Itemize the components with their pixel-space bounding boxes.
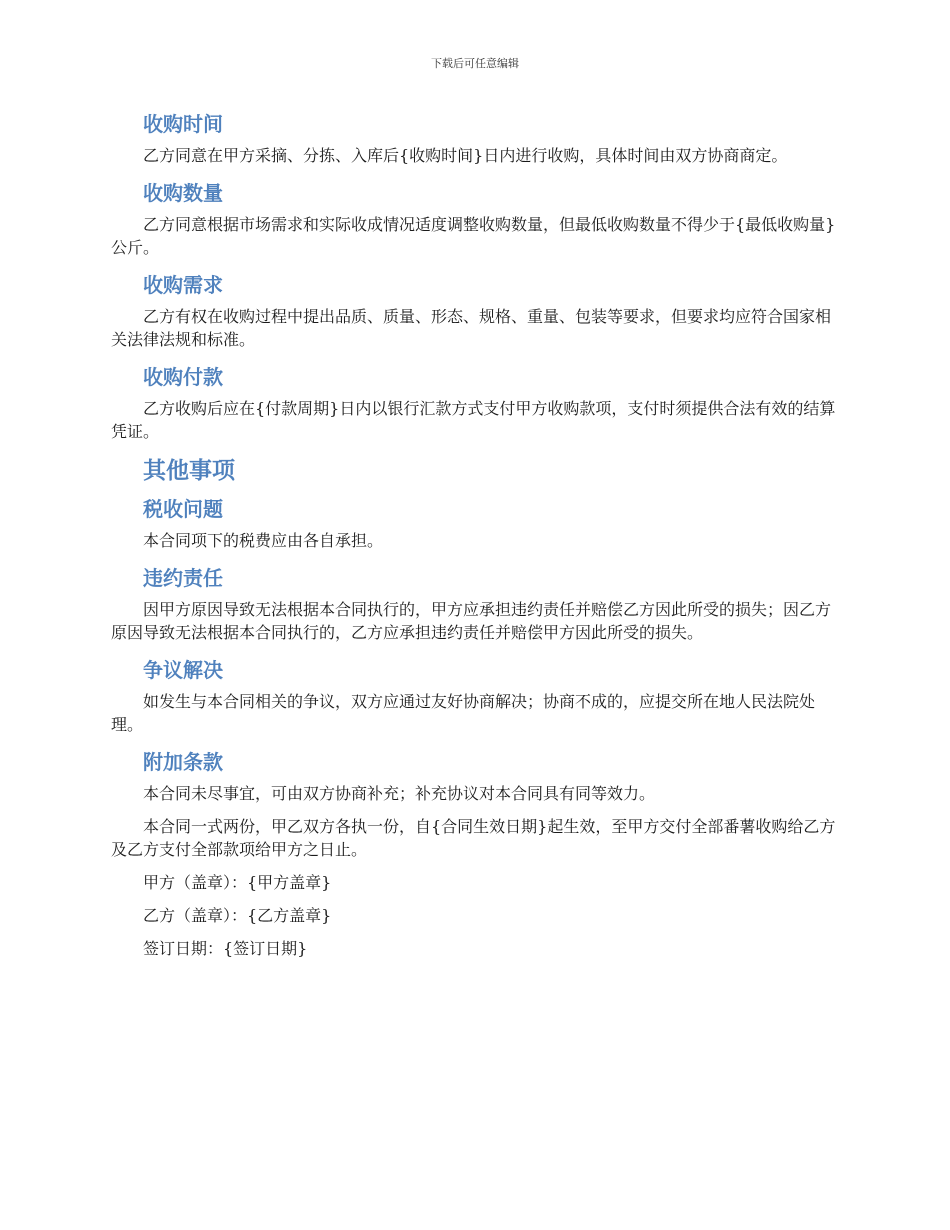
section-heading: 附加条款 (143, 750, 223, 774)
document-body (111, 108, 843, 970)
paragraph: 本合同未尽事宜，可由双方协商补充；补充协议对本合同具有同等效力。 (143, 784, 656, 803)
signature-party-a: 甲方（盖章）：{甲方盖章} (143, 873, 332, 892)
section-heading: 收购时间 (143, 112, 223, 136)
section-heading: 争议解决 (143, 658, 223, 682)
paragraph: 乙方收购后应在{付款周期}日内以银行汇款方式支付甲方收购款项，支付时须提供合法有效的结算凭证。 (111, 399, 836, 441)
section-heading: 收购需求 (143, 273, 223, 297)
paragraph: 因甲方原因导致无法根据本合同执行的，甲方应承担违约责任并赔偿乙方因此所受的损失；因乙方原因导致无法根据本合同执行的，乙方应承担违约责任并赔偿甲方因此所受的损失。 (111, 600, 832, 642)
signature-party-b: 乙方（盖章）：{乙方盖章} (143, 906, 332, 925)
paragraph: 本合同一式两份，甲乙双方各执一份，自{合同生效日期}起生效，至甲方交付全部番薯收购给乙方及乙方支付全部款项给甲方之日止。 (111, 817, 836, 859)
header-note: 下载后可任意编辑 (431, 57, 519, 70)
major-heading: 其他事项 (143, 458, 235, 484)
section-heading: 违约责任 (143, 566, 223, 590)
paragraph: 乙方同意根据市场需求和实际收成情况适度调整收购数量，但最低收购数量不得少于{最低收购量}公斤。 (111, 215, 836, 257)
paragraph: 乙方同意在甲方采摘、分拣、入库后{收购时间}日内进行收购，具体时间由双方协商商定。 (143, 146, 788, 165)
paragraph: 本合同项下的税费应由各自承担。 (143, 531, 384, 550)
section-heading: 税收问题 (143, 497, 223, 521)
section-heading: 收购数量 (143, 181, 223, 205)
paragraph: 如发生与本合同相关的争议，双方应通过友好协商解决；协商不成的，应提交所在地人民法院处理。 (111, 692, 816, 734)
paragraph: 乙方有权在收购过程中提出品质、质量、形态、规格、重量、包装等要求，但要求均应符合国家相关法律法规和标准。 (111, 307, 832, 349)
signing-date: 签订日期：{签订日期} (143, 939, 308, 958)
section-heading: 收购付款 (143, 365, 223, 389)
